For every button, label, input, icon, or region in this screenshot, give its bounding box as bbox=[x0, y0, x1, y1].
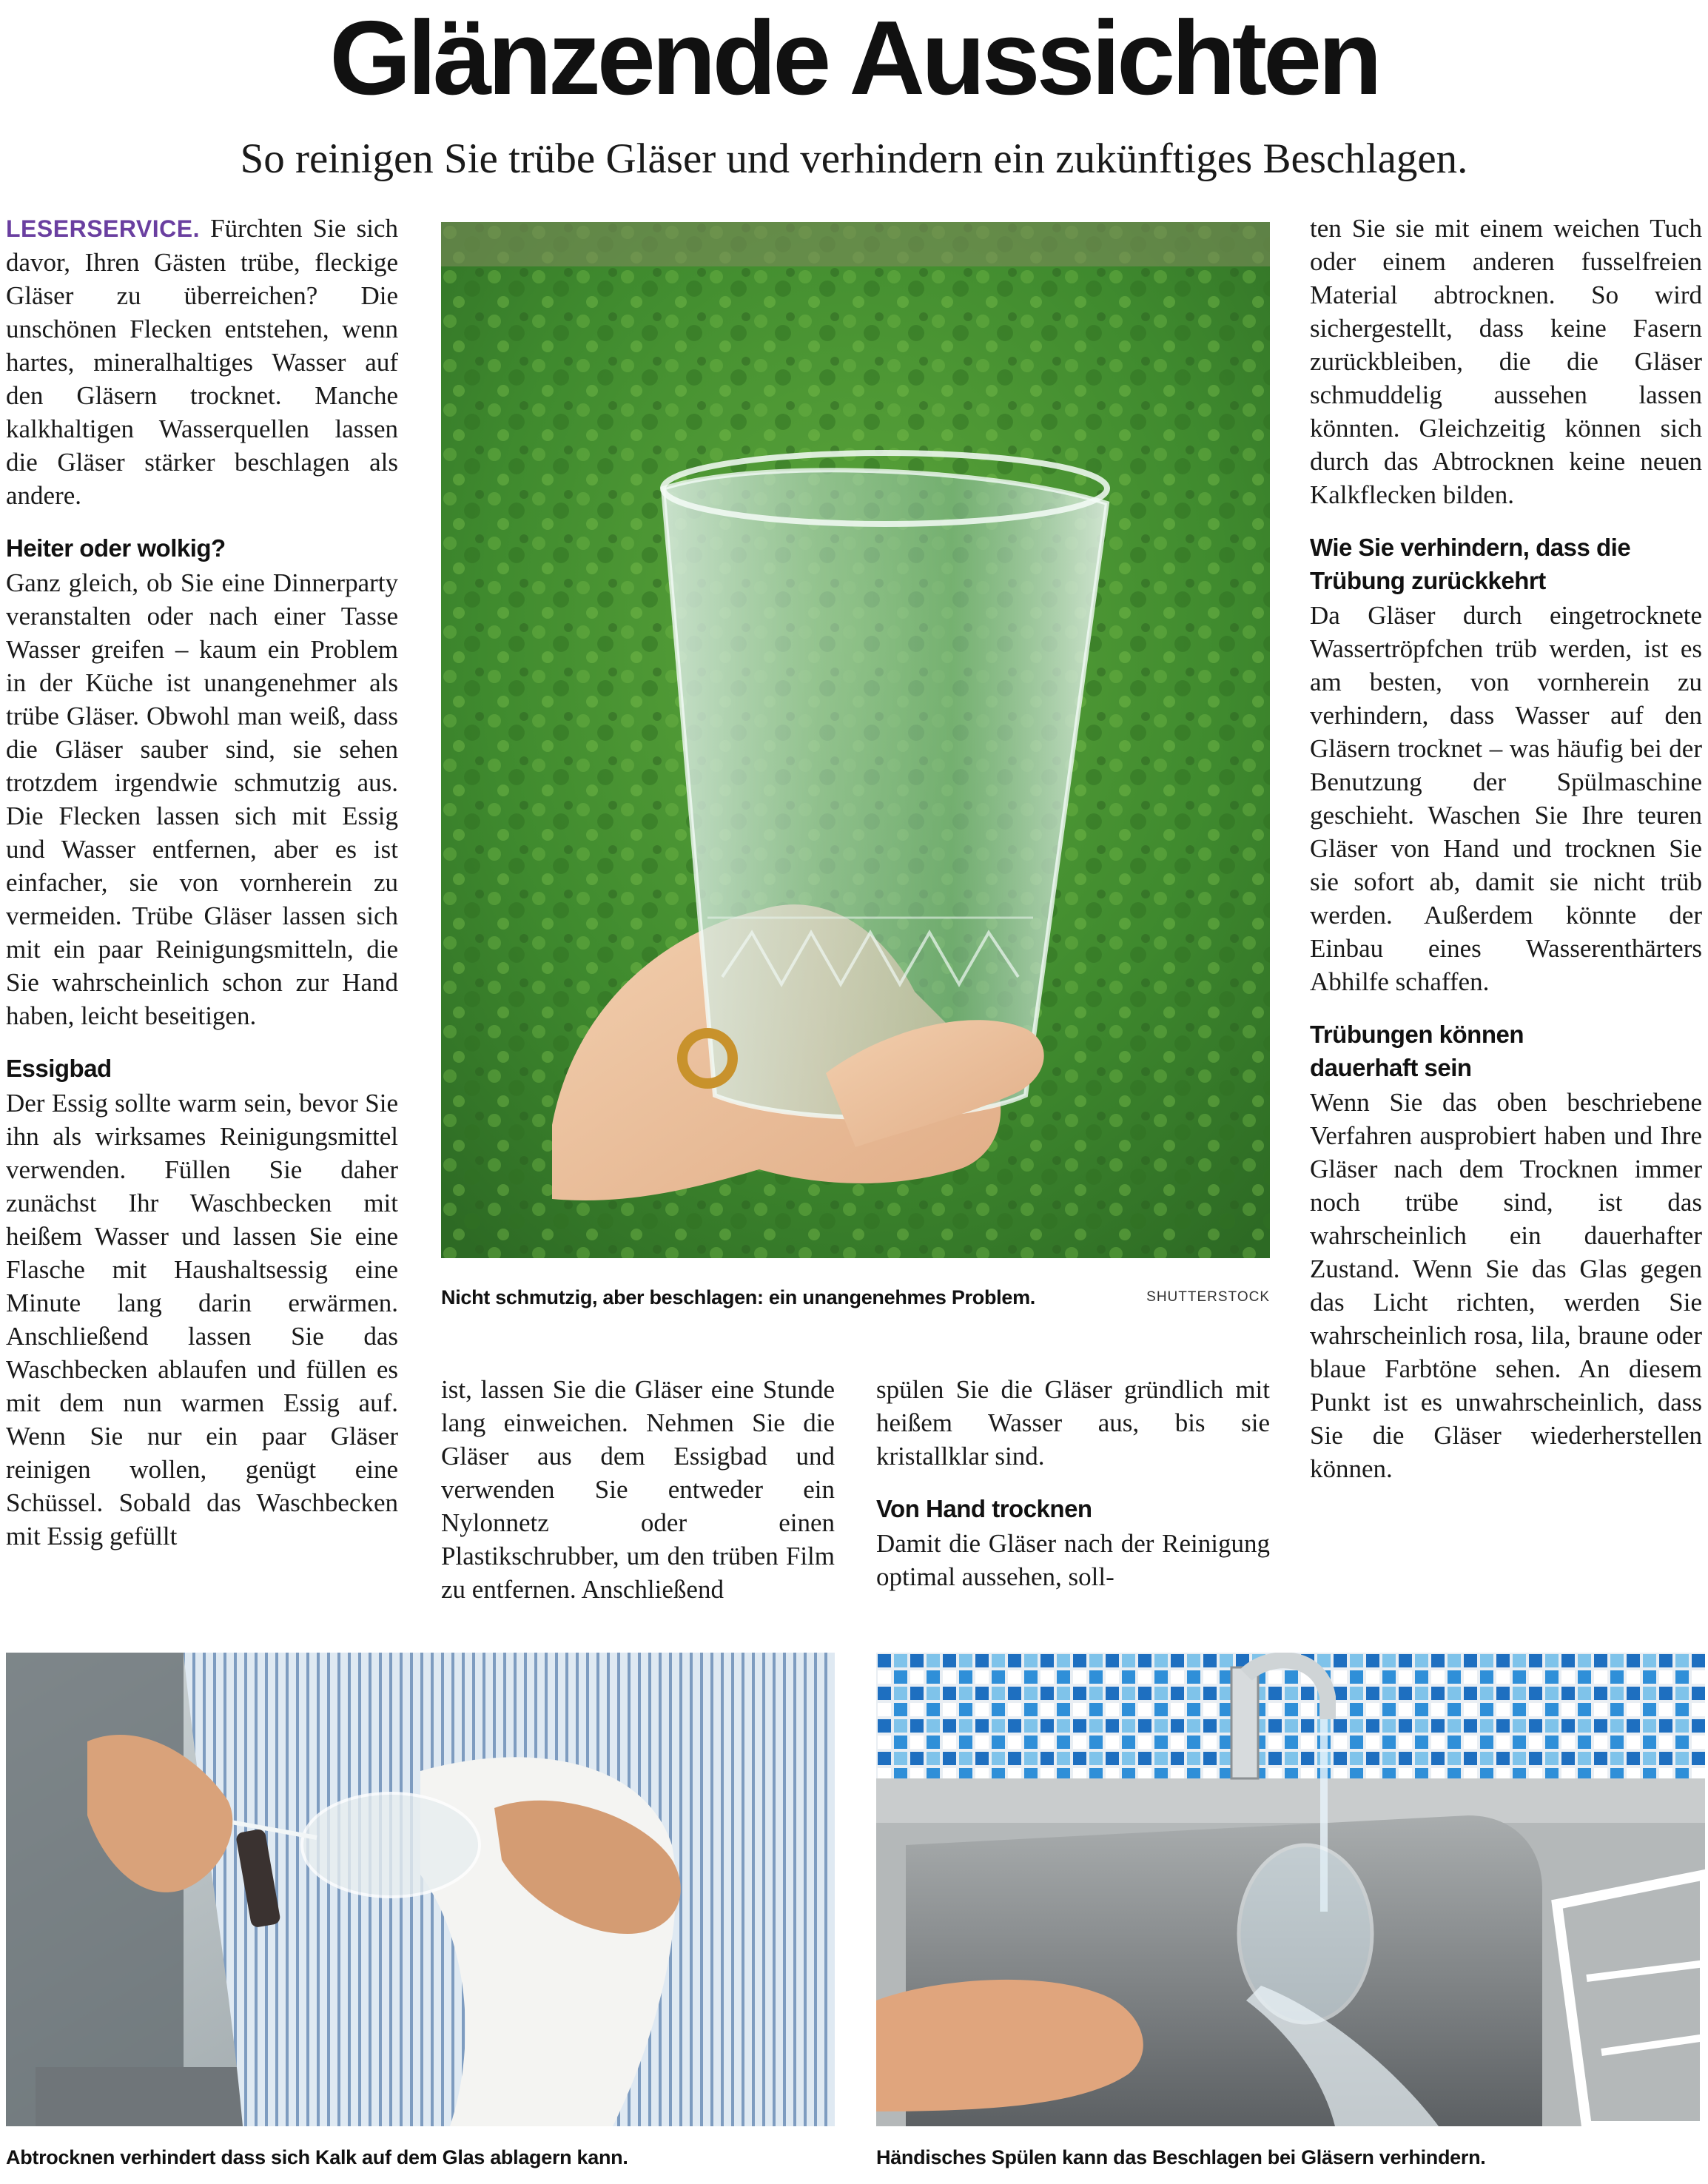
main-photo-credit: SHUTTERSTOCK bbox=[1146, 1289, 1270, 1305]
subheading-dauerhaft bbox=[1310, 1018, 1702, 1084]
paragraph-heiter: Ganz gleich, ob Sie eine Dinnerparty veranstalten oder nach einer Tasse Wasser greifen – kaum ein Problem in der Küche ist unangenehmer als trübe Gläser. Obwohl man weiß, dass die Gläser sauber sind, sie sehen trotzdem irgendwie schmutzig aus. Die Flecken lassen sich mit Essig und Wasser entfernen, aber es ist einfacher, sie von vornherein zu vermeiden. Trübe Gläser lassen sich mit ein paar Reinigungsmitteln, die Sie wahrscheinlich schon zur Hand haben, leicht beseitigen. bbox=[6, 568, 398, 1030]
intro-text: Fürchten Sie sich davor, Ihren Gästen trübe, fleckige Gläser zu überreichen? Die unschönen Flecken entstehen, wenn hartes, mineralhaltiges Wasser auf den Gläsern trocknet. Manche kalkhaltigen Wasserquellen lassen die Gläser stärker beschlagen als andere. bbox=[6, 214, 398, 510]
subheading-dauerhaft-line2: dauerhaft sein bbox=[1310, 1054, 1472, 1081]
kicker: LESERSERVICE. bbox=[6, 215, 200, 242]
intro-paragraph bbox=[6, 212, 398, 512]
paragraph-col4-c: Wenn Sie das oben beschriebene Verfahren ausprobiert haben und Ihre Gläser nach dem Trocknen immer noch trübe sind, ist das wahrscheinlich ein dauerhafter Zustand. Wenn Sie das Glas gegen das Licht richten, werden Sie wahrscheinlich rosa, lila, braune oder blaue Farbtöne sehen. An diesem Punkt ist es unwahrscheinlich, dass Sie die Gläser wiederherstellen können. bbox=[1310, 1088, 1702, 1483]
paragraph-col3-b: Damit die Gläser nach der Reinigung optimal aussehen, soll- bbox=[876, 1529, 1270, 1591]
article-column-4 bbox=[1310, 212, 1702, 1485]
main-photo-caption: Nicht schmutzig, aber beschlagen: ein unangenehmes Problem. bbox=[441, 1286, 1035, 1308]
main-photo bbox=[441, 222, 1270, 1258]
subheading-verhindern-line2: Trübung zurückkehrt bbox=[1310, 567, 1546, 594]
headline: Glänzende Aussichten bbox=[329, 0, 1379, 117]
subheading-hand-trocknen: Von Hand trocknen bbox=[876, 1495, 1092, 1522]
paragraph-col2: ist, lassen Sie die Gläser eine Stunde lang einweichen. Nehmen Sie die Gläser aus dem Essigbad und verwenden Sie entweder ein Nylonnetz oder einen Plastikschrubber, um den trüben Film zu entfernen. Anschließend bbox=[441, 1375, 835, 1604]
paragraph-essigbad: Der Essig sollte warm sein, bevor Sie ihn als wirksames Reinigungsmittel verwenden. Füllen Sie daher zunächst Ihr Waschbecken mit heißem Wasser und lassen Sie eine Flasche mit Haushaltsessig eine Minute lang darin erwärmen. Anschließend lassen Sie das Waschbecken ablaufen und füllen es mit dem nun warmen Essig auf. Wenn Sie nur ein paar Gläser reinigen wollen, genügt eine Schüssel. Sobald das Waschbecken mit Essig gefüllt bbox=[6, 1089, 398, 1550]
bottom-right-photo bbox=[876, 1653, 1705, 2126]
article-column-2 bbox=[441, 1373, 835, 1606]
paragraph-col4-a: ten Sie sie mit einem weichen Tuch oder einem anderen fusselfreien Material abtrocknen. So wird sichergestellt, dass keine Fasern zurückbleiben, die die Gläser schmuddelig aussehen lassen könnten. Gleichzeitig können sich durch das Abtrocknen keine neuen Kalkflecken bilden. bbox=[1310, 214, 1702, 509]
article-column-1 bbox=[6, 212, 398, 1553]
subheading-essigbad: Essigbad bbox=[6, 1055, 112, 1082]
subheadline: So reinigen Sie trübe Gläser und verhindern ein zukünftiges Beschlagen. bbox=[240, 135, 1468, 182]
bottom-right-caption: Händisches Spülen kann das Beschlagen bei Gläsern verhindern. bbox=[876, 2146, 1486, 2168]
paragraph-col4-b: Da Gläser durch eingetrocknete Wassertröpfchen trüb werden, ist es am besten, von vornherein zu verhindern, dass Wasser auf den Gläsern trocknet – was häufig bei der Benutzung der Spülmaschine geschieht. Waschen Sie Ihre teuren Gläser von Hand und trocknen Sie sie sofort ab, damit sie nicht trüb werden. Außerdem könnte der Einbau eines Wasserenthärters Abhilfe schaffen. bbox=[1310, 601, 1702, 996]
subheading-verhindern bbox=[1310, 531, 1702, 597]
bottom-left-photo bbox=[6, 1653, 835, 2126]
subheading-dauerhaft-line1: Trübungen können bbox=[1310, 1021, 1524, 1048]
bottom-left-caption: Abtrocknen verhindert dass sich Kalk auf dem Glas ablagern kann. bbox=[6, 2146, 628, 2168]
subheading-verhindern-line1: Wie Sie verhindern, dass die bbox=[1310, 534, 1631, 561]
paragraph-col3-a: spülen Sie die Gläser gründlich mit heißem Wasser aus, bis sie kristallklar sind. bbox=[876, 1375, 1270, 1471]
article-column-3 bbox=[876, 1373, 1270, 1593]
subheading-heiter: Heiter oder wolkig? bbox=[6, 534, 226, 562]
